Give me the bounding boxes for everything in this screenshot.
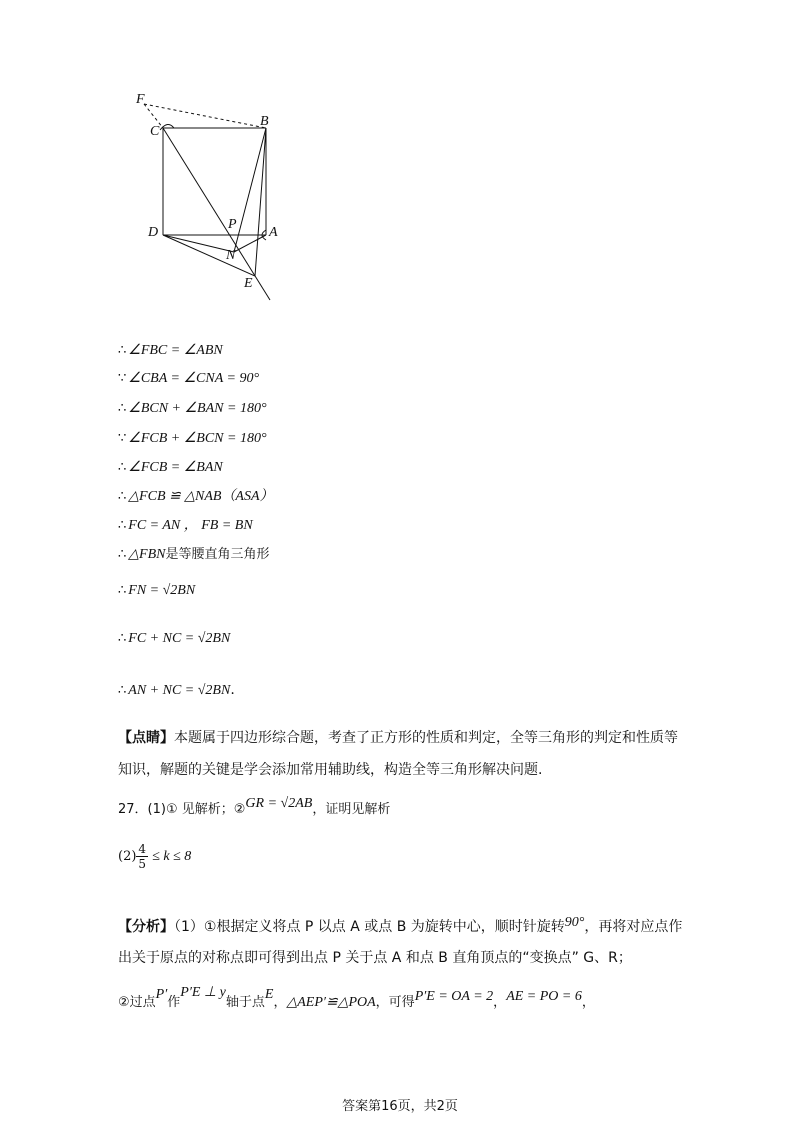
analysis-text-1: （1）①根据定义将点 P 以点 A 或点 B 为旋转中心，顺时针旋转 bbox=[174, 919, 565, 935]
proof-line-2 bbox=[118, 368, 259, 389]
proof-suffix: 是等腰直角三角形 bbox=[165, 547, 270, 562]
proof-text: ∠BCN + ∠BAN = 180° bbox=[128, 401, 267, 416]
proof-text: FN = √2BN bbox=[128, 583, 196, 598]
fraction-denominator: 5 bbox=[138, 857, 147, 871]
analysis-text-6: ， bbox=[273, 995, 287, 1010]
analysis-text-4: 作 bbox=[167, 995, 181, 1010]
math-e: E bbox=[264, 987, 274, 1002]
math-ae-po: AE = PO = 6 bbox=[506, 989, 582, 1004]
proof-line-8 bbox=[118, 544, 270, 565]
q27-part2-prefix: (2) bbox=[118, 849, 137, 864]
q27-inequality: ≤ k ≤ 8 bbox=[152, 849, 192, 864]
proof-line-6 bbox=[118, 486, 274, 507]
proof-line-4 bbox=[118, 428, 267, 449]
page-footer: 答案第16页，共2页 bbox=[342, 1099, 458, 1114]
analysis-degree: 90° bbox=[564, 915, 585, 930]
proof-line-10 bbox=[118, 628, 230, 649]
math-perpendicular: P′E ⊥ y bbox=[180, 985, 226, 1000]
fraction-numerator: 4 bbox=[138, 842, 147, 856]
analysis-text-7: ，可得 bbox=[375, 995, 415, 1010]
analysis-text-2: ，再将对应点作出关于原点的对称点即可得到出点 P 关于点 A 和点 B 直角顶点的“变换点” G、R； bbox=[118, 919, 683, 966]
therefore-symbol: ∴ bbox=[118, 518, 127, 533]
label-c: C bbox=[150, 124, 160, 139]
segment-fb-dashed bbox=[144, 104, 266, 128]
therefore-symbol: ∴ bbox=[118, 489, 127, 504]
therefore-symbol: ∴ bbox=[118, 583, 127, 598]
label-e: E bbox=[244, 276, 253, 291]
label-d: D bbox=[148, 225, 159, 240]
proof-line-9 bbox=[118, 580, 195, 601]
proof-text: ∠FCB = ∠BAN bbox=[128, 460, 223, 475]
analysis-line-3 bbox=[118, 985, 595, 1016]
proof-line-1 bbox=[118, 340, 223, 361]
segment-dn bbox=[163, 235, 234, 252]
geometry-figure bbox=[120, 90, 290, 305]
comment-paragraph bbox=[118, 722, 688, 786]
proof-text: △FCB ≌ △NAB（ASA） bbox=[128, 489, 274, 504]
comment-text: 本题属于四边形综合题，考查了正方形的性质和判定，全等三角形的判定和性质等知识，解题的关键是学会添加常用辅助线，构造全等三角形解决问题. bbox=[118, 730, 678, 778]
proof-text: FC + NC = √2BN bbox=[128, 631, 231, 646]
proof-suffix: . bbox=[230, 682, 235, 698]
proof-text: ∠CBA = ∠CNA = 90° bbox=[128, 371, 260, 386]
analysis-text-8: ， bbox=[493, 995, 507, 1010]
therefore-symbol: ∴ bbox=[118, 401, 127, 416]
therefore-symbol: ∴ bbox=[118, 631, 127, 646]
q27-line-2 bbox=[118, 842, 191, 871]
q27-suffix: ，证明见解析 bbox=[312, 802, 391, 817]
proof-line-11 bbox=[118, 680, 235, 701]
segment-de bbox=[163, 235, 255, 276]
q27-line-1 bbox=[118, 796, 391, 820]
proof-text: ∠FCB + ∠BCN = 180° bbox=[128, 431, 267, 446]
math-pe-oa: P′E = OA = 2 bbox=[414, 989, 494, 1004]
q27-prefix: 27．(1)① 见解析；② bbox=[118, 802, 246, 817]
analysis-text-3: ②过点 bbox=[118, 995, 156, 1010]
analysis-text-5: 轴于点 bbox=[225, 995, 265, 1010]
proof-text: FC = AN ， FB = BN bbox=[128, 518, 253, 533]
therefore-symbol: ∴ bbox=[118, 460, 127, 475]
label-p: P bbox=[228, 217, 237, 232]
fraction bbox=[136, 842, 148, 871]
line-c-through-n bbox=[163, 128, 270, 300]
proof-line-5 bbox=[118, 457, 223, 478]
label-n: N bbox=[226, 248, 236, 263]
analysis-text-9: ， bbox=[581, 995, 595, 1010]
because-symbol: ∵ bbox=[118, 371, 127, 386]
angle-mark-c bbox=[160, 124, 174, 130]
label-b: B bbox=[260, 114, 269, 129]
therefore-symbol: ∴ bbox=[118, 547, 127, 562]
proof-text: AN + NC = √2BN bbox=[128, 683, 231, 698]
math-congruent: △AEP′≌△POA bbox=[286, 995, 376, 1010]
therefore-symbol: ∴ bbox=[118, 343, 127, 358]
label-f: F bbox=[136, 92, 145, 107]
therefore-symbol: ∴ bbox=[118, 683, 127, 698]
q27-math: GR = √2AB bbox=[245, 796, 313, 811]
label-a: A bbox=[269, 225, 278, 240]
analysis-paragraph bbox=[118, 912, 688, 973]
proof-text: △FBN bbox=[128, 547, 166, 562]
because-symbol: ∵ bbox=[118, 431, 127, 446]
math-p-prime: P′ bbox=[155, 987, 168, 1002]
proof-line-7 bbox=[118, 515, 253, 536]
segment-na bbox=[234, 235, 266, 252]
analysis-label: 【分析】 bbox=[118, 919, 174, 935]
proof-line-3 bbox=[118, 398, 267, 419]
proof-text: ∠FBC = ∠ABN bbox=[128, 343, 223, 358]
comment-label: 【点睛】 bbox=[118, 730, 174, 746]
